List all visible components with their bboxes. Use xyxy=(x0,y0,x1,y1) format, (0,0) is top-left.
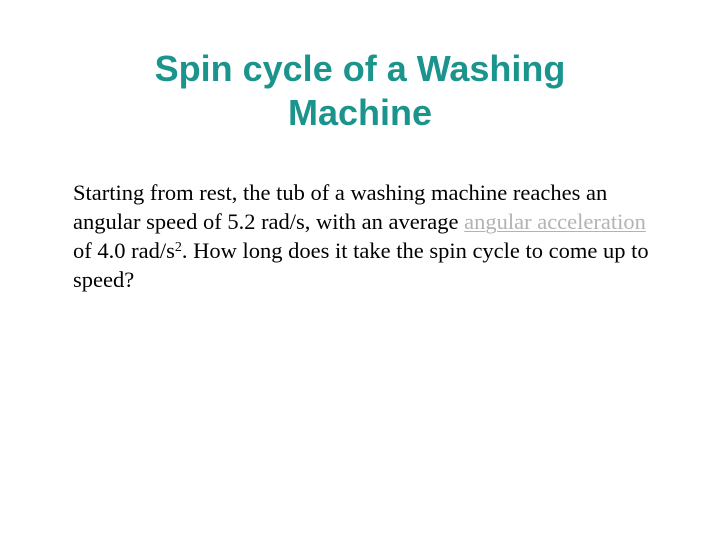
problem-text-question: . How long does it take the spin cycle to come up to speed? xyxy=(73,238,649,292)
problem-text-intro: Starting from rest, the tub of a washing machine reaches an angular speed of 5.2 rad/s, with an average xyxy=(73,180,608,234)
squared-superscript: 2 xyxy=(174,240,182,255)
angular-acceleration-link[interactable]: angular acceleration xyxy=(464,209,646,234)
problem-text-value: of 4.0 rad/s xyxy=(73,238,175,263)
problem-text xyxy=(73,178,653,294)
slide-title: Spin cycle of a Washing Machine xyxy=(154,48,566,133)
